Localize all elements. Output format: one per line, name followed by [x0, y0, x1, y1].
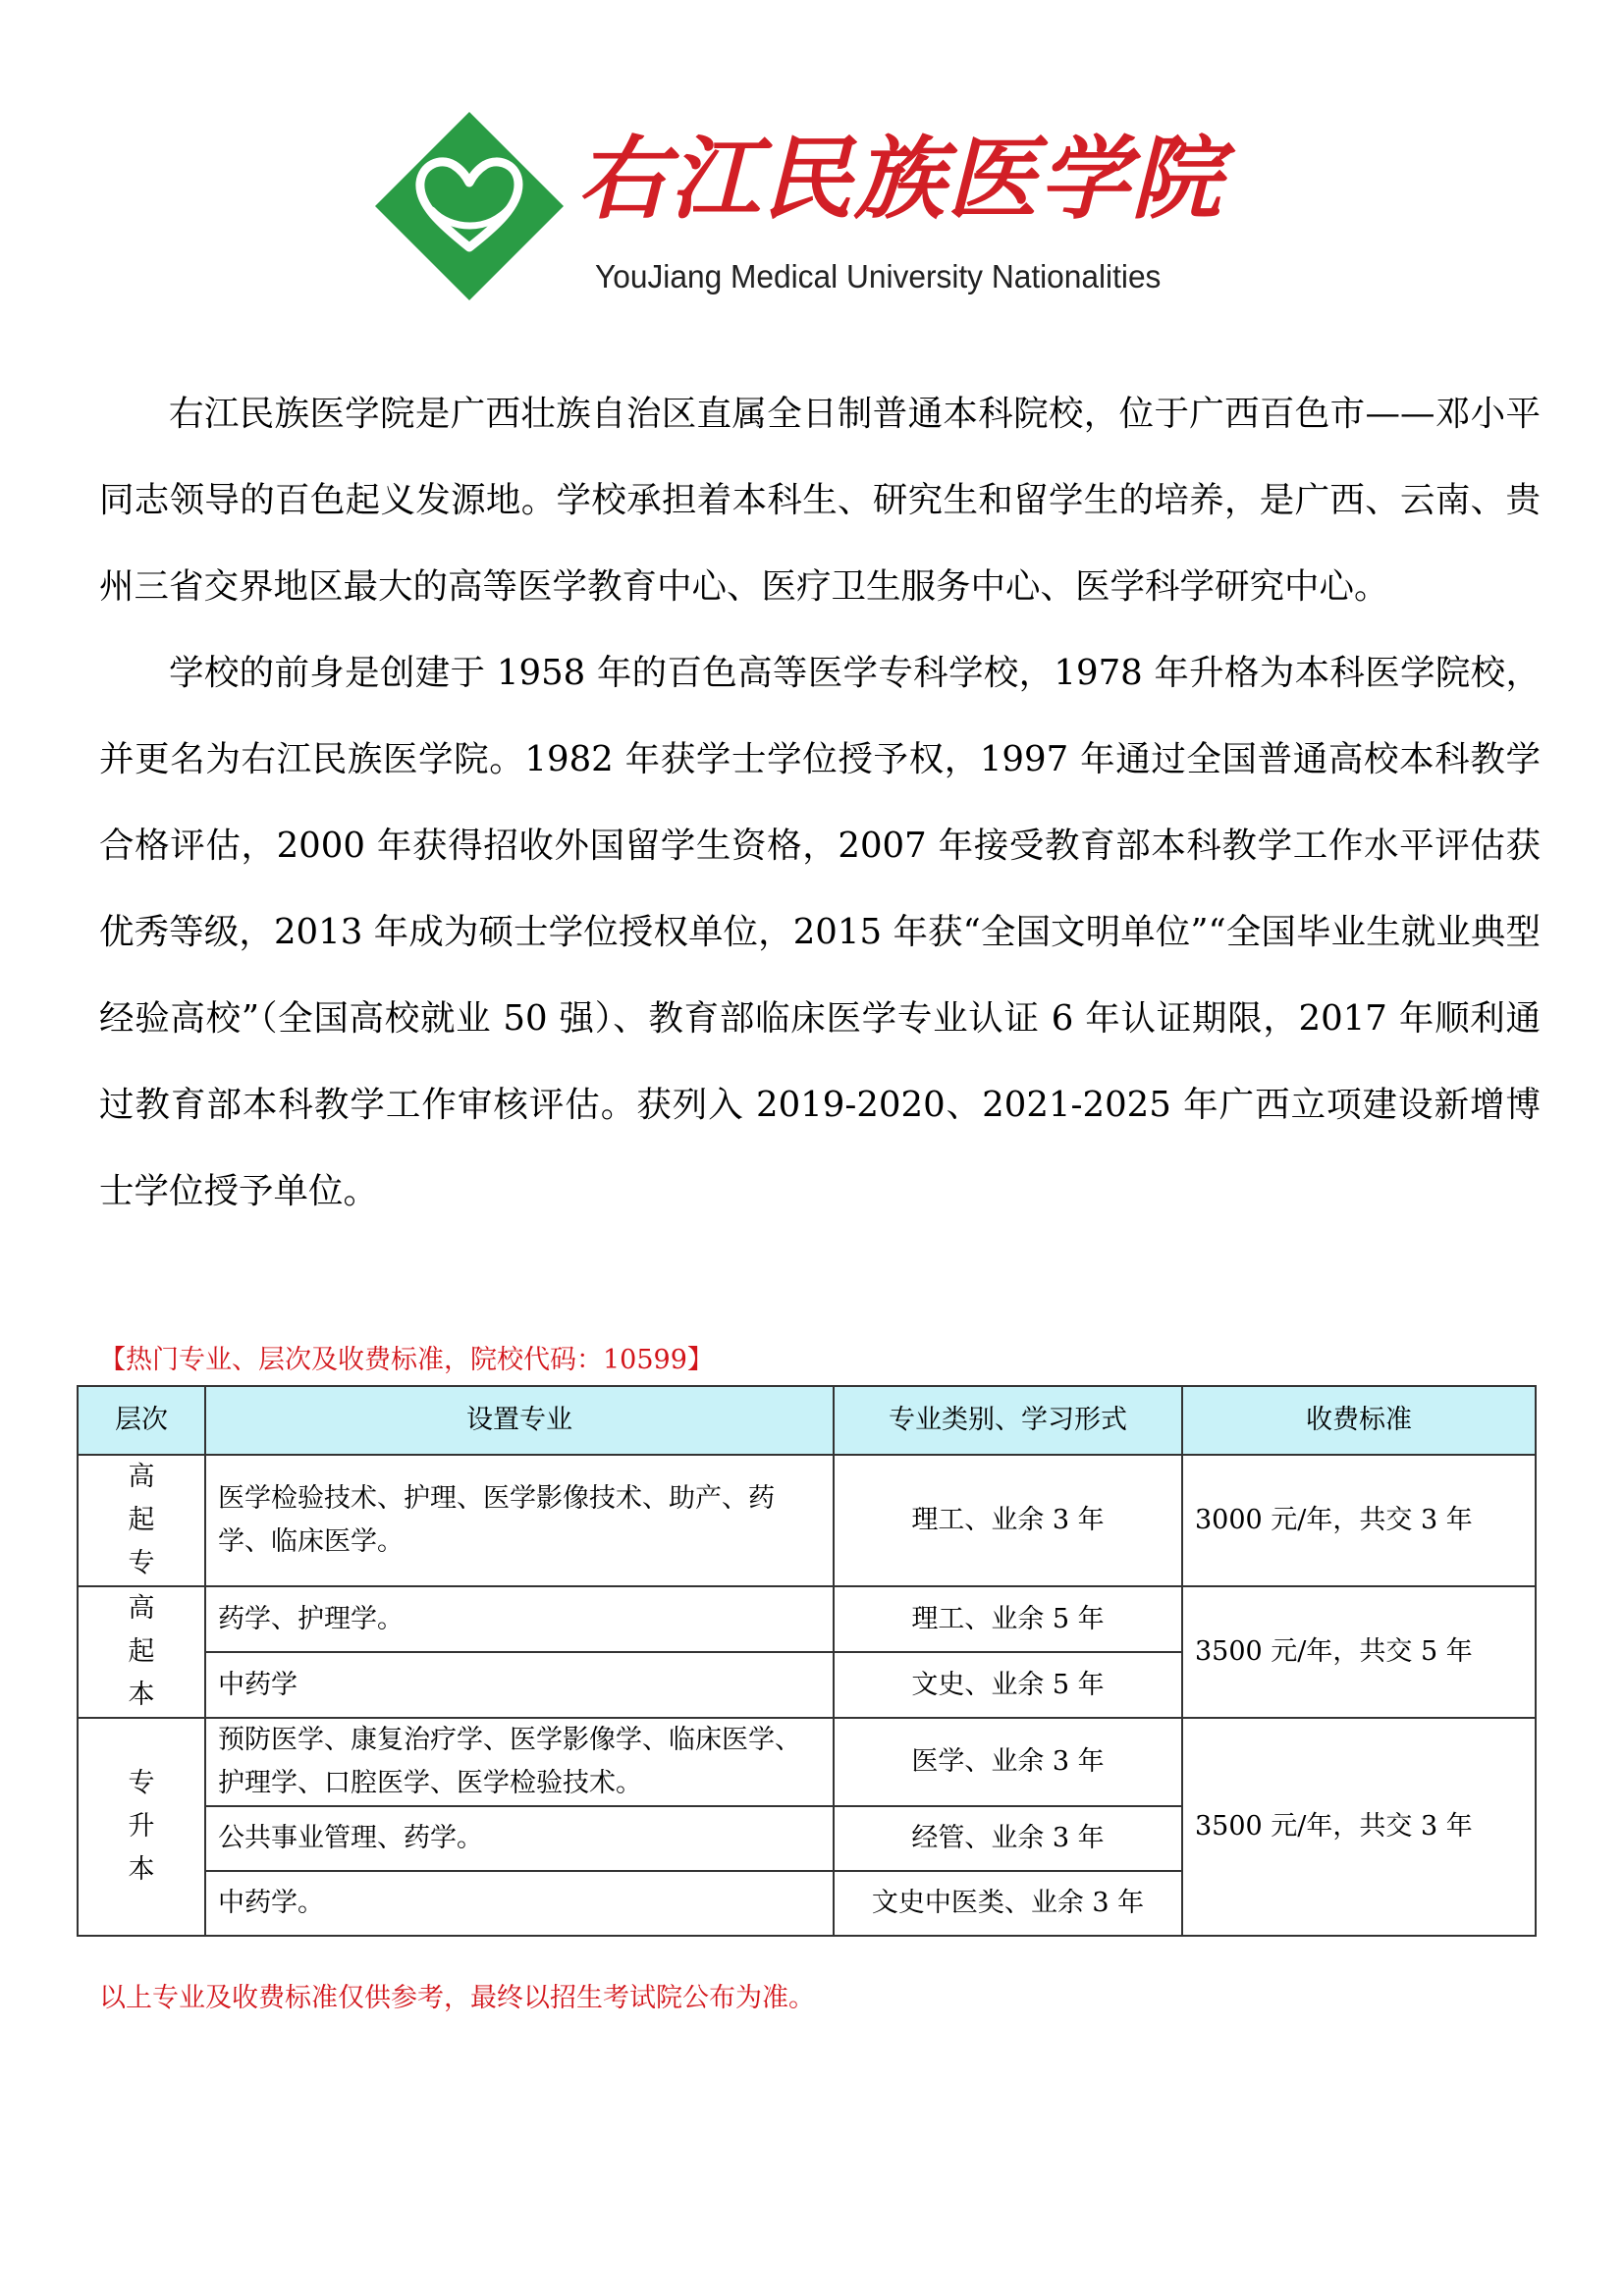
table-row	[78, 1586, 1536, 1652]
header-level: 层次	[78, 1386, 205, 1455]
logo-chinese-name: 右江民族医学院	[577, 126, 1224, 232]
table-header-row	[78, 1386, 1536, 1455]
table-caption: 【热门专业、层次及收费标准，院校代码：10599】	[99, 1345, 714, 1375]
type-cell: 文史、业余 5 年	[834, 1652, 1182, 1718]
majors-cell: 医学检验技术、护理、医学影像技术、助产、药学、临床医学。	[205, 1455, 834, 1586]
level-cell: 高起专	[78, 1455, 205, 1586]
level-cell: 专升本	[78, 1718, 205, 1936]
intro-paragraph-2: 学校的前身是创建于 1958 年的百色高等医学专科学校，1978 年升格为本科医学院校，并更名为右江民族医学院。1982 年获学士学位授予权，1997 年通过全国普通高校本科教学合格评估，2000 年获得招收外国留学生资格，2007 年接受教育部本科教学工作水平评估获优秀等级，2013 年成为硕士学位授权单位，2015 年获“全国文明单位”“全国毕业生就业典型经验高校”（全国高校就业 50 强）、教育部临床医学专业认证 6 年认证期限，2017 年顺利通过教育部本科教学工作审核评估。获列入 2019-2020、2021-2025 年广西立项建设新增博士学位授予单位。	[99, 653, 1541, 1211]
footnote: 以上专业及收费标准仅供参考，最终以招生考试院公布为准。	[99, 1983, 815, 2013]
heart-emblem-icon	[371, 108, 568, 304]
type-cell: 文史中医类、业余 3 年	[834, 1871, 1182, 1936]
fee-table	[77, 1385, 1537, 1937]
university-logo	[371, 108, 1224, 304]
type-cell: 理工、业余 3 年	[834, 1455, 1182, 1586]
level-cell: 高起本	[78, 1586, 205, 1718]
fee-cell: 3000 元/年，共交 3 年	[1182, 1455, 1536, 1586]
logo-english-name: YouJiang Medical University Nationalities	[595, 258, 1162, 294]
intro-paragraph-1: 右江民族医学院是广西壮族自治区直属全日制普通本科院校，位于广西百色市——邓小平同志领导的百色起义发源地。学校承担着本科生、研究生和留学生的培养，是广西、云南、贵州三省交界地区最大的高等医学教育中心、医疗卫生服务中心、医学科学研究中心。	[99, 394, 1541, 607]
type-cell: 理工、业余 5 年	[834, 1586, 1182, 1652]
fee-cell: 3500 元/年，共交 5 年	[1182, 1586, 1536, 1718]
majors-cell: 预防医学、康复治疗学、医学影像学、临床医学、护理学、口腔医学、医学检验技术。	[205, 1718, 834, 1806]
type-cell: 经管、业余 3 年	[834, 1806, 1182, 1871]
intro-text	[99, 371, 1541, 1235]
majors-cell: 公共事业管理、药学。	[205, 1806, 834, 1871]
header-type: 专业类别、学习形式	[834, 1386, 1182, 1455]
fee-cell: 3500 元/年，共交 3 年	[1182, 1718, 1536, 1936]
majors-cell: 中药学。	[205, 1871, 834, 1936]
majors-cell: 药学、护理学。	[205, 1586, 834, 1652]
majors-cell: 中药学	[205, 1652, 834, 1718]
table-row	[78, 1718, 1536, 1806]
table-row	[78, 1455, 1536, 1586]
header-fee: 收费标准	[1182, 1386, 1536, 1455]
header-majors: 设置专业	[205, 1386, 834, 1455]
type-cell: 医学、业余 3 年	[834, 1718, 1182, 1806]
